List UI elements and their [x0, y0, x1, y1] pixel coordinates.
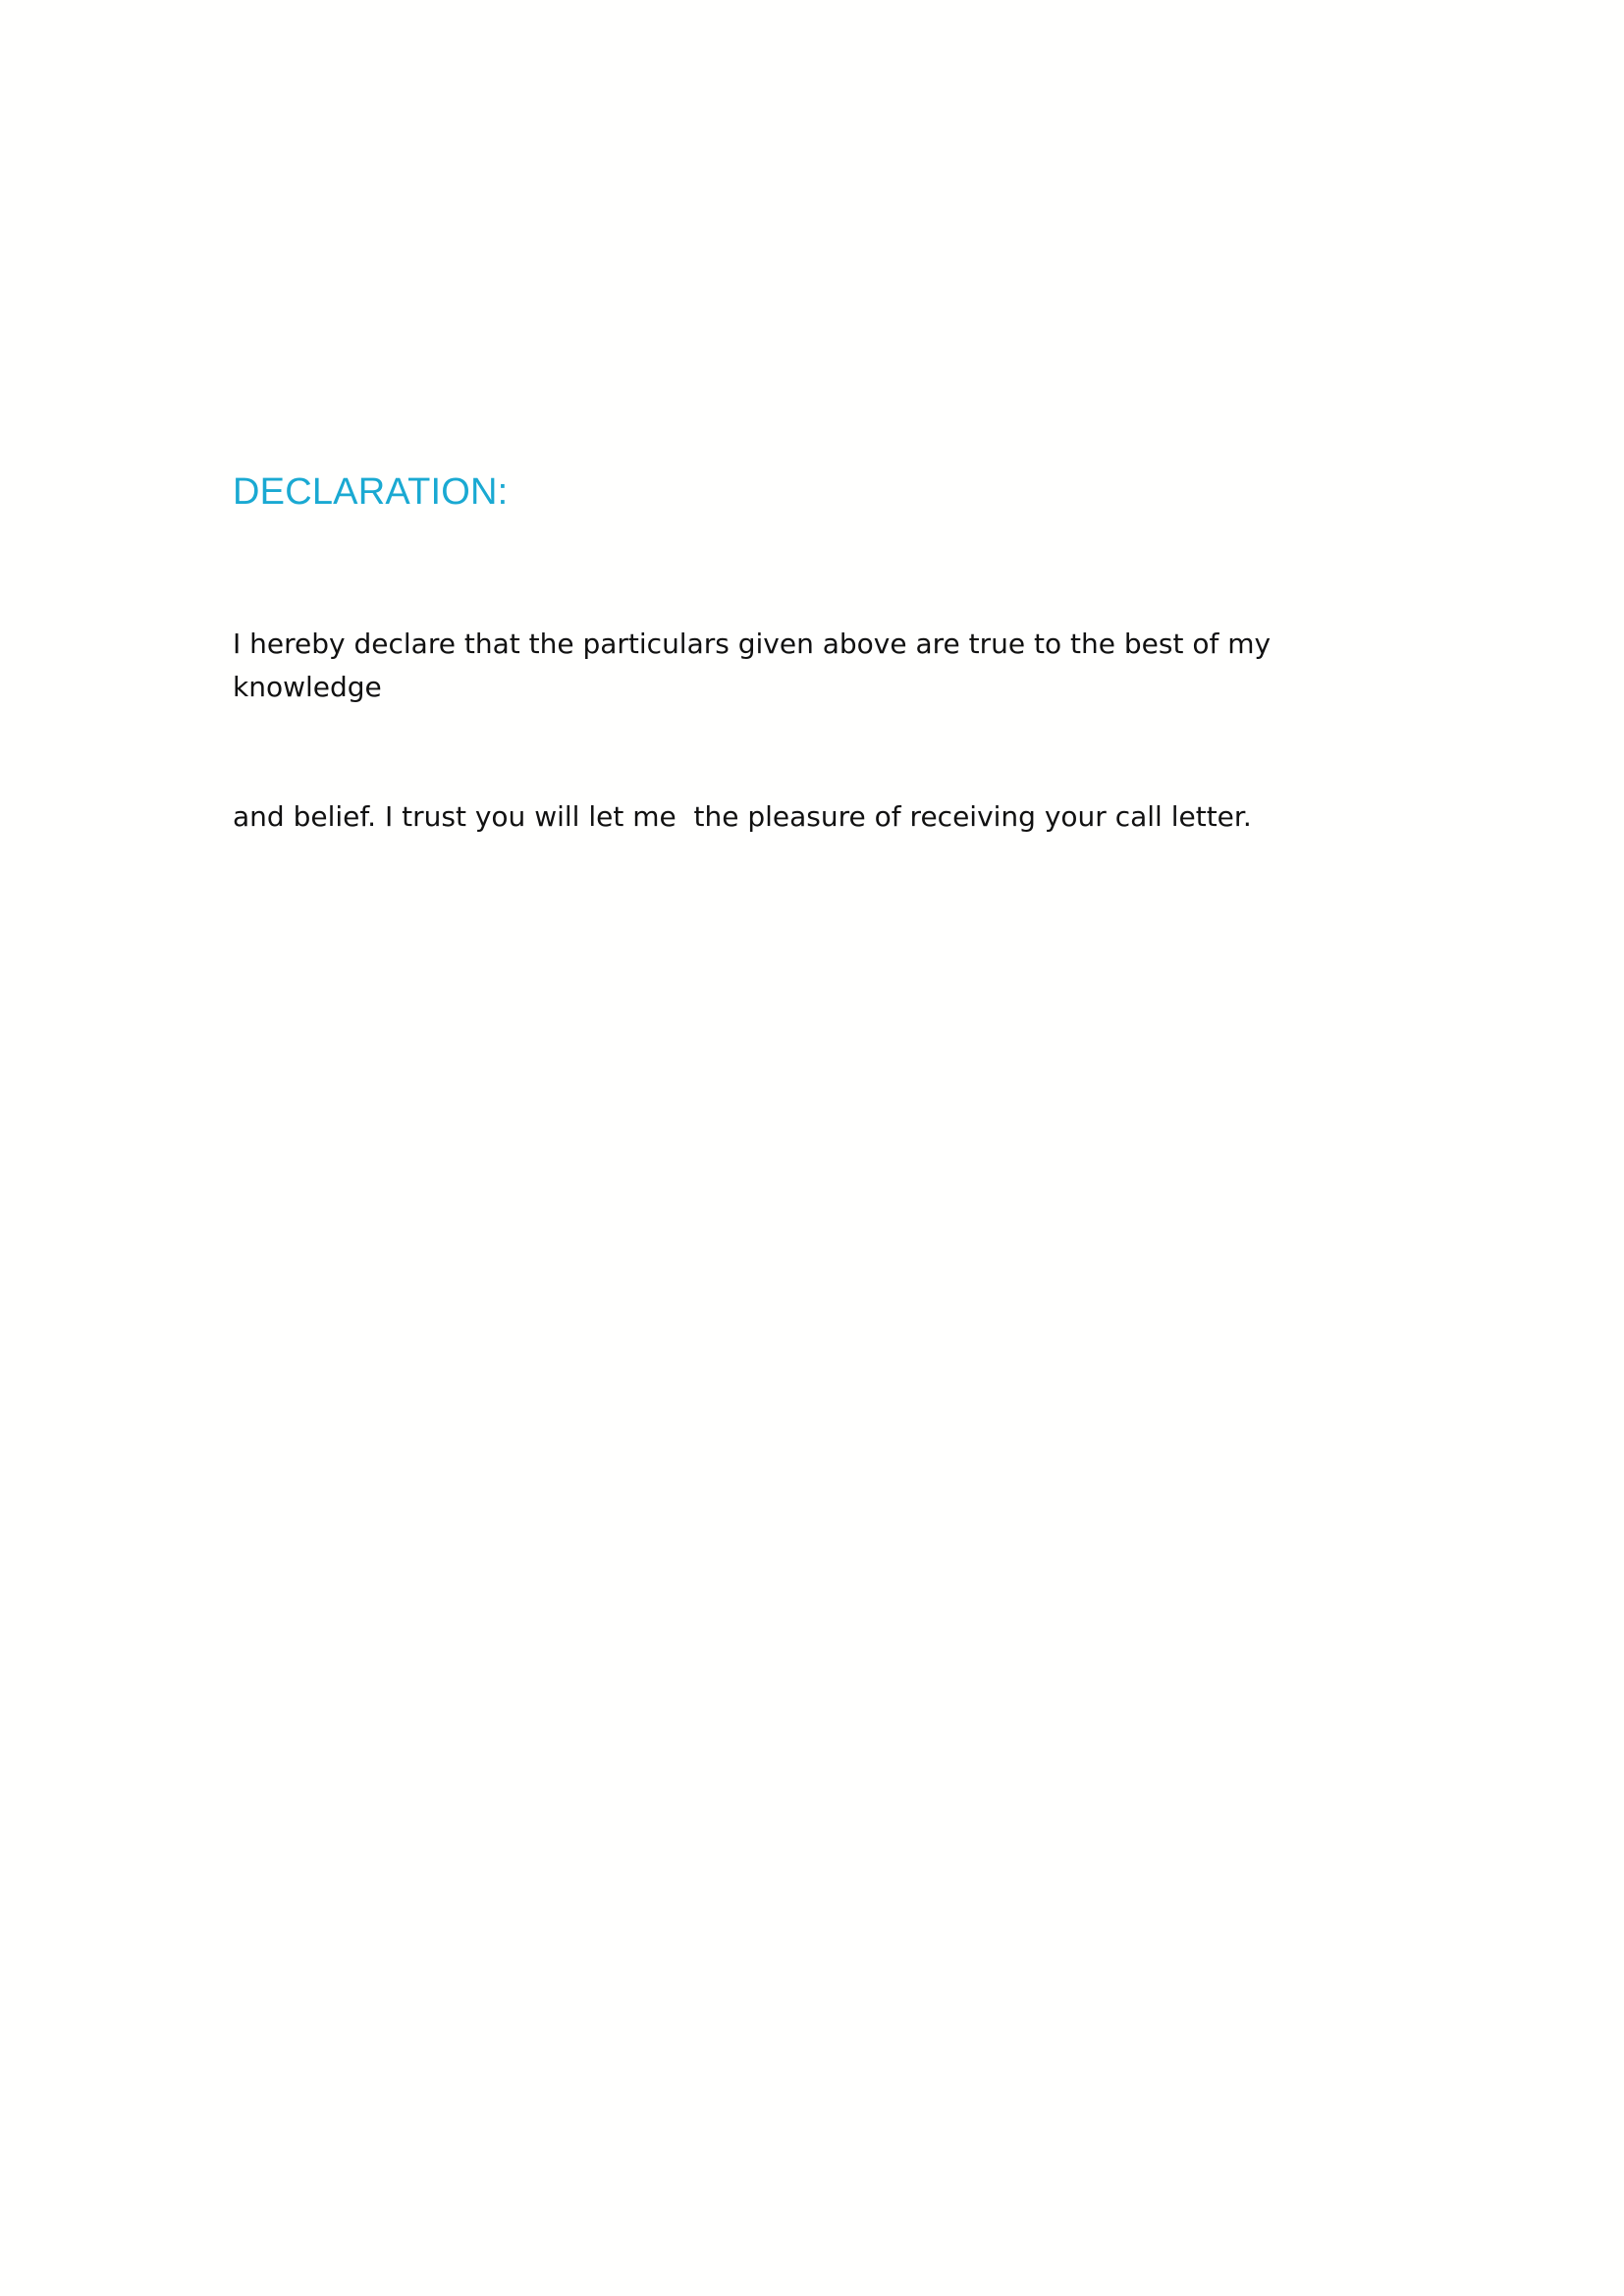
declaration-line-2: and belief. I trust you will let me the pleasure of receiving your call letter. — [233, 800, 1252, 833]
declaration-section — [233, 469, 1411, 925]
declaration-paragraph — [233, 536, 1411, 925]
declaration-heading: DECLARATION: — [233, 471, 509, 513]
declaration-line-1: I hereby declare that the particulars given above are true to the best of my knowledge — [233, 628, 1280, 703]
